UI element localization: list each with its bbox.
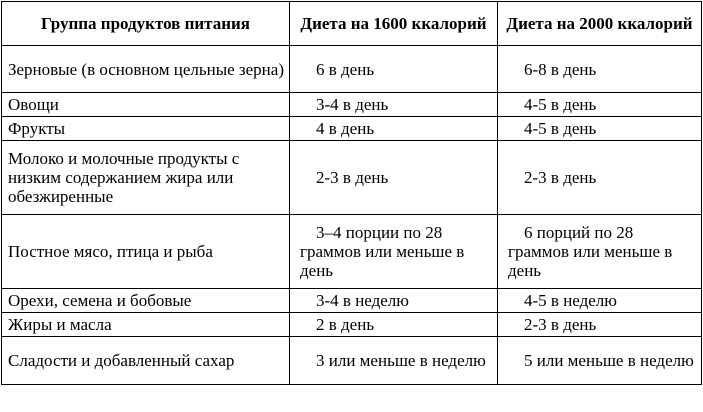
food-group-cell: Овощи xyxy=(2,93,290,117)
diet-1600-cell: 2 в день xyxy=(290,313,498,337)
food-group-cell: Сладости и добавленный сахар xyxy=(2,337,290,385)
table-row xyxy=(2,93,702,117)
header-food-group: Группа продуктов питания xyxy=(2,2,290,46)
diet-1600-cell: 6 в день xyxy=(290,46,498,93)
diet-2000-cell: 6-8 в день xyxy=(498,46,702,93)
diet-1600-cell: 3-4 в день xyxy=(290,93,498,117)
diet-1600-cell: 2-3 в день xyxy=(290,141,498,215)
header-diet-1600: Диета на 1600 ккалорий xyxy=(290,2,498,46)
food-group-cell: Постное мясо, птица и рыба xyxy=(2,215,290,289)
diet-1600-cell: 3-4 в неделю xyxy=(290,289,498,313)
diet-2000-cell: 4-5 в неделю xyxy=(498,289,702,313)
food-group-cell: Зерновые (в основном цельные зерна) xyxy=(2,46,290,93)
table-row xyxy=(2,117,702,141)
table-row xyxy=(2,313,702,337)
table-row xyxy=(2,215,702,289)
diet-1600-cell: 3 или меньше в неделю xyxy=(290,337,498,385)
diet-1600-cell: 4 в день xyxy=(290,117,498,141)
diet-2000-cell: 6 порций по 28 граммов или меньше в день xyxy=(498,215,702,289)
diet-2000-cell: 4-5 в день xyxy=(498,117,702,141)
food-group-cell: Орехи, семена и бобовые xyxy=(2,289,290,313)
food-group-cell: Молоко и молочные продукты с низким содержанием жира или обезжиренные xyxy=(2,141,290,215)
table-row xyxy=(2,141,702,215)
food-group-cell: Жиры и масла xyxy=(2,313,290,337)
table-header-row xyxy=(2,2,702,46)
diet-comparison-table xyxy=(1,1,702,385)
diet-2000-cell: 5 или меньше в неделю xyxy=(498,337,702,385)
diet-1600-cell: 3–4 порции по 28 граммов или меньше в день xyxy=(290,215,498,289)
diet-2000-cell: 2-3 в день xyxy=(498,141,702,215)
table-row xyxy=(2,46,702,93)
table-row xyxy=(2,289,702,313)
diet-2000-cell: 4-5 в день xyxy=(498,93,702,117)
food-group-cell: Фрукты xyxy=(2,117,290,141)
diet-2000-cell: 2-3 в день xyxy=(498,313,702,337)
table-row xyxy=(2,337,702,385)
header-diet-2000: Диета на 2000 ккалорий xyxy=(498,2,702,46)
